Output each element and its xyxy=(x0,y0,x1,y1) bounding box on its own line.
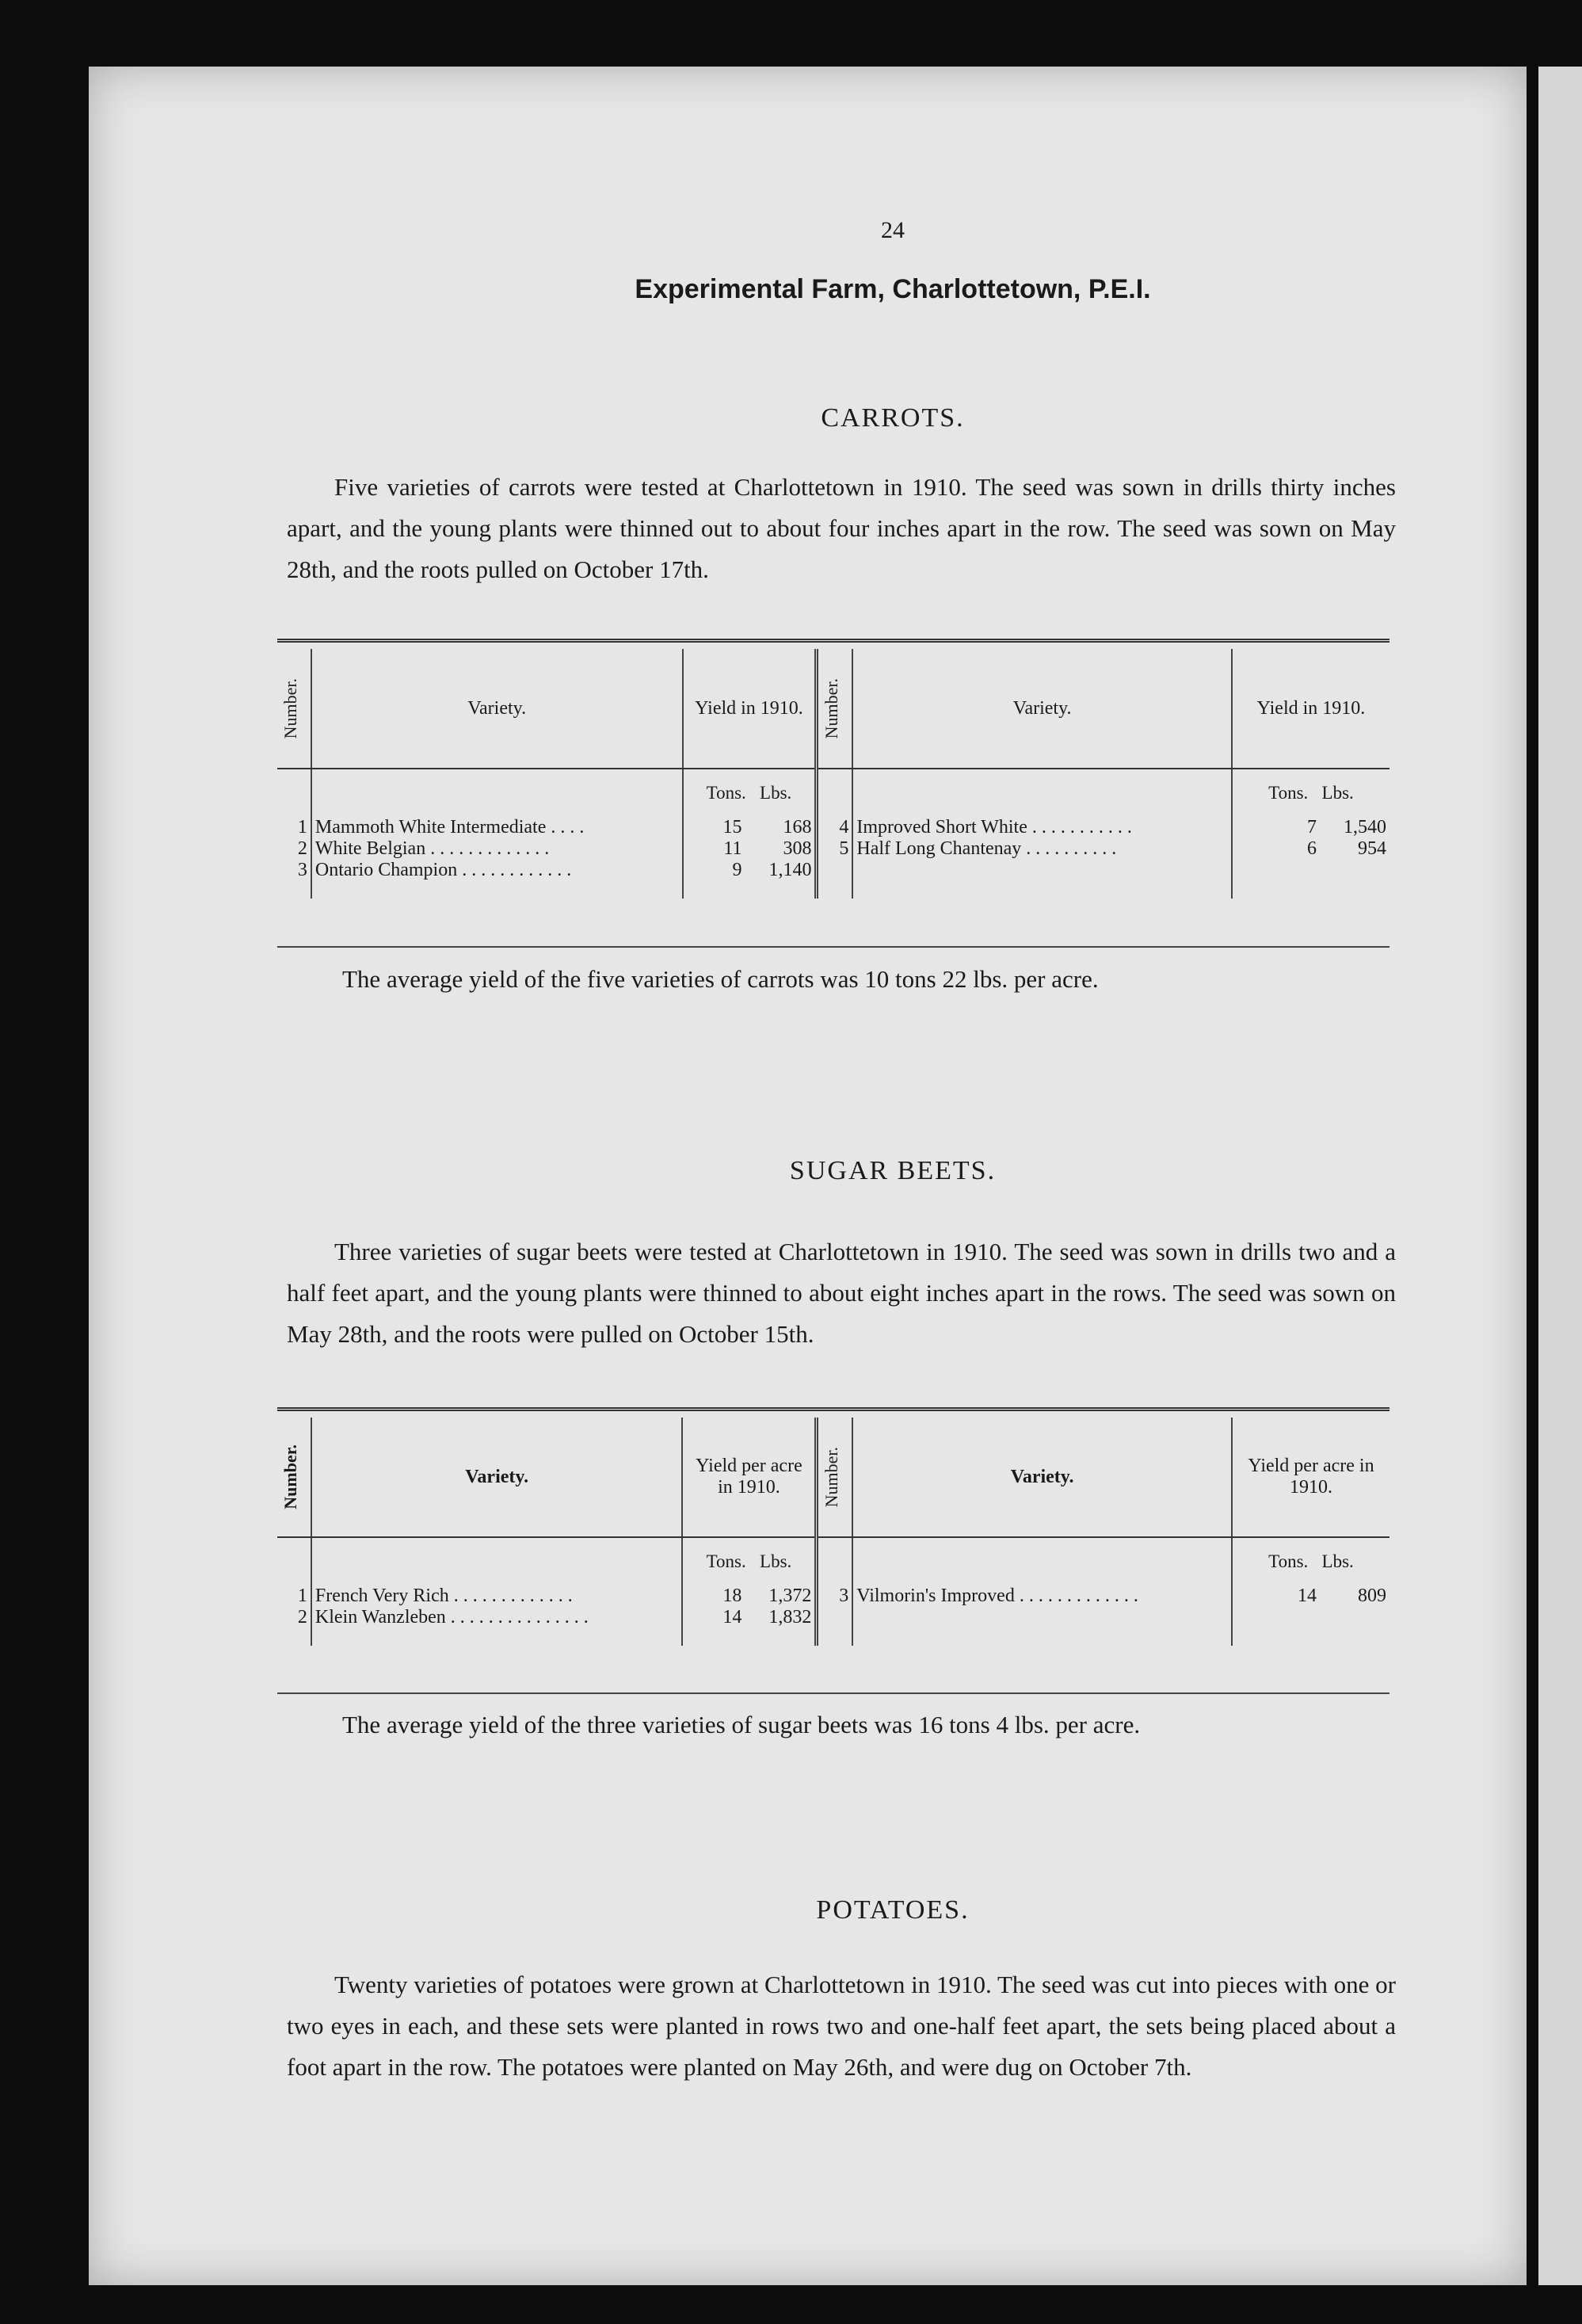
number-header: Number. xyxy=(821,677,842,739)
variety-header: Variety. xyxy=(311,649,683,769)
tons-cell: 9 xyxy=(732,860,742,880)
variety-header: Variety. xyxy=(311,1418,683,1537)
lbs-cell: 1,372 xyxy=(768,1586,812,1606)
row-number: 3 xyxy=(817,1586,852,1607)
yield-header: Yield in 1910. xyxy=(683,649,817,769)
variety-cell: Ontario Champion . . . . . . . . . . . . xyxy=(311,860,683,881)
tons-cell: 14 xyxy=(722,1607,742,1628)
row-number: 2 xyxy=(277,838,311,860)
lbs-unit: Lbs. xyxy=(760,1551,792,1571)
lbs-cell: 1,832 xyxy=(768,1607,812,1628)
row-number: 4 xyxy=(817,817,852,838)
potatoes-title: POTATOES. xyxy=(816,1895,970,1925)
table-row xyxy=(277,817,1389,838)
tons-cell: 7 xyxy=(1307,817,1317,838)
beets-summary: The average yield of the three varieties of sugar beets was 16 tons 4 lbs. per acre. xyxy=(342,1711,1141,1738)
page-heading: Experimental Farm, Charlottetown, P.E.I. xyxy=(635,274,1151,304)
lbs-unit: Lbs. xyxy=(1321,783,1354,803)
tons-unit: Tons. xyxy=(1268,783,1309,803)
row-number: 1 xyxy=(277,1586,311,1607)
variety-cell: Half Long Chantenay . . . . . . . . . . xyxy=(852,838,1232,860)
carrots-title: CARROTS. xyxy=(821,403,965,433)
tons-cell: 11 xyxy=(723,838,742,859)
yield-header: Yield per acre in 1910. xyxy=(1232,1418,1389,1537)
yield-header: Yield in 1910. xyxy=(1232,649,1389,769)
table-row xyxy=(277,860,1389,881)
tons-cell: 14 xyxy=(1298,1586,1317,1606)
table-row xyxy=(277,1607,1389,1628)
tons-cell: 18 xyxy=(722,1586,742,1606)
lbs-unit: Lbs. xyxy=(760,783,792,803)
beets-table-bottom-rule xyxy=(277,1692,1389,1694)
variety-header: Variety. xyxy=(852,1418,1232,1537)
beets-table-top-rule xyxy=(277,1407,1389,1411)
row-number: 1 xyxy=(277,817,311,838)
beets-title: SUGAR BEETS. xyxy=(789,1156,997,1185)
variety-cell: White Belgian . . . . . . . . . . . . . xyxy=(311,838,683,860)
row-number: 3 xyxy=(277,860,311,881)
row-number: 5 xyxy=(817,838,852,860)
adjacent-page-edge xyxy=(1538,67,1582,2285)
carrots-table-top-rule xyxy=(277,639,1389,643)
lbs-cell: 954 xyxy=(1358,838,1386,859)
variety-cell: Vilmorin's Improved . . . . . . . . . . . . . xyxy=(852,1586,1232,1607)
tons-unit: Tons. xyxy=(1268,1551,1309,1571)
beets-table xyxy=(277,1418,1389,1646)
lbs-cell: 1,540 xyxy=(1344,817,1386,838)
carrots-table xyxy=(277,649,1389,899)
table-row xyxy=(277,838,1389,860)
carrots-table-bottom-rule xyxy=(277,946,1389,948)
tons-cell: 6 xyxy=(1307,838,1317,859)
tons-unit: Tons. xyxy=(706,1551,746,1571)
yield-header: Yield per acre in 1910. xyxy=(682,1418,816,1537)
tons-unit: Tons. xyxy=(706,783,746,803)
beets-paragraph: Three varieties of sugar beets were tested at Charlottetown in 1910. The seed was sown in drills two and a half feet apart, and the young plants were thinned to about eight inches apart in the rows. The seed was sown on May 28th, and the roots were pulled on October 15th. xyxy=(287,1238,1396,1348)
lbs-cell: 1,140 xyxy=(768,860,812,880)
carrots-paragraph: Five varieties of carrots were tested at Charlottetown in 1910. The seed was sown in drills thirty inches apart, and the young plants were thinned out to about four inches apart in the row. The seed was sown on May 28th, and the roots pulled on October 17th. xyxy=(287,473,1396,583)
lbs-unit: Lbs. xyxy=(1321,1551,1354,1571)
document-page xyxy=(89,67,1527,2285)
lbs-cell: 308 xyxy=(783,838,812,859)
lbs-cell: 168 xyxy=(783,817,812,838)
carrots-summary: The average yield of the five varieties of carrots was 10 tons 22 lbs. per acre. xyxy=(342,965,1099,993)
tons-cell: 15 xyxy=(722,817,742,838)
page-number: 24 xyxy=(881,217,905,243)
row-number: 2 xyxy=(277,1607,311,1628)
number-header: Number. xyxy=(280,677,300,739)
variety-cell: Improved Short White . . . . . . . . . . . xyxy=(852,817,1232,838)
number-header: Number. xyxy=(821,1446,842,1508)
number-header: Number. xyxy=(280,1444,300,1509)
variety-cell: Mammoth White Intermediate . . . . xyxy=(311,817,683,838)
potatoes-paragraph: Twenty varieties of potatoes were grown at Charlottetown in 1910. The seed was cut into pieces with one or two eyes in each, and these sets were planted in rows two and one-half feet apart, the sets being placed about a foot apart in the row. The potatoes were planted on May 26th, and were dug on October 7th. xyxy=(287,1971,1396,2081)
variety-cell: French Very Rich . . . . . . . . . . . . . xyxy=(311,1586,683,1607)
lbs-cell: 809 xyxy=(1358,1586,1386,1606)
table-row xyxy=(277,1586,1389,1607)
variety-cell: Klein Wanzleben . . . . . . . . . . . . . . . xyxy=(311,1607,683,1628)
variety-header: Variety. xyxy=(852,649,1232,769)
